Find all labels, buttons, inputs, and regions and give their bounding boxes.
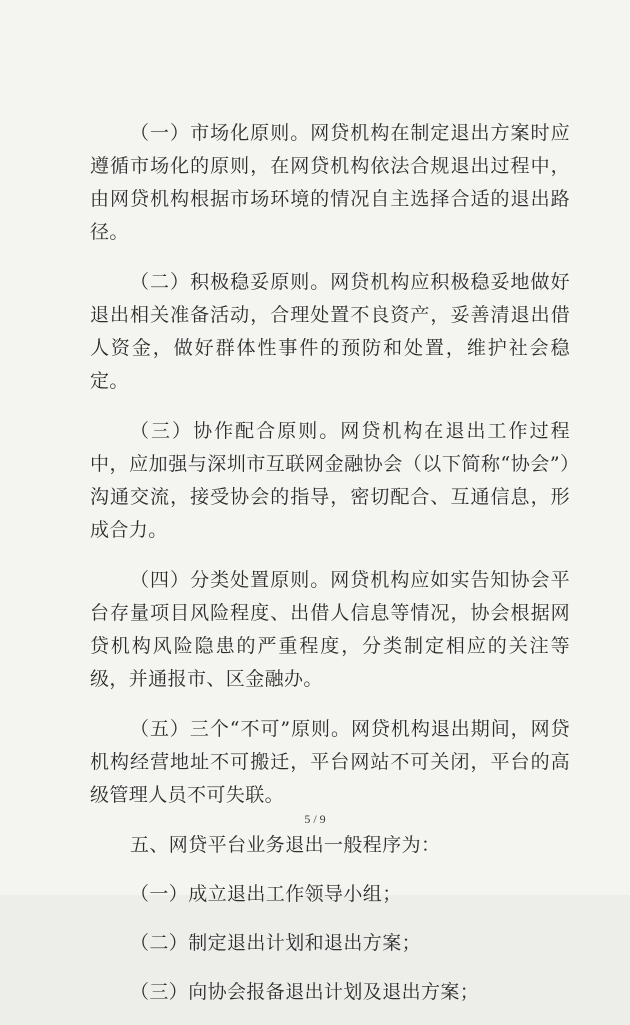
paragraph-cooperation-principle: （三）协作配合原则。网贷机构在退出工作过程中，应加强与深圳市互联网金融协会（以下简称“协会”）沟通交流，接受协会的指导，密切配合、互通信息，形成合力。 bbox=[90, 420, 570, 541]
procedure-step-2: （二）制定退出计划和退出方案； bbox=[130, 932, 422, 954]
section-heading-exit-procedure: 五、网贷平台业务退出一般程序为： bbox=[130, 834, 441, 856]
procedure-step-3: （三）向协会报备退出计划及退出方案； bbox=[130, 981, 480, 1003]
procedure-step-1: （一）成立退出工作领导小组； bbox=[130, 883, 402, 905]
paragraph-market-principle: （一）市场化原则。网贷机构在制定退出方案时应遵循市场化的原则，在网贷机构依法合规退出过程中，由网贷机构根据市场环境的情况自主选择合适的退出路径。 bbox=[90, 122, 570, 243]
page-number: 5 / 9 bbox=[304, 812, 326, 826]
document-body bbox=[90, 117, 570, 1025]
paragraph-three-nots-principle: （五）三个“不可”原则。网贷机构退出期间，网贷机构经营地址不可搬迁，平台网站不可关闭，平台的高级管理人员不可失联。 bbox=[90, 718, 570, 806]
paragraph-classification-principle: （四）分类处置原则。网贷机构应如实告知协会平台存量项目风险程度、出借人信息等情况，协会根据网贷机构风险隐患的严重程度，分类制定相应的关注等级，并通报市、区金融办。 bbox=[90, 569, 570, 690]
paragraph-prudent-principle: （二）积极稳妥原则。网贷机构应积极稳妥地做好退出相关准备活动，合理处置不良资产，妥善清退出借人资金，做好群体性事件的预防和处置，维护社会稳定。 bbox=[90, 271, 570, 392]
